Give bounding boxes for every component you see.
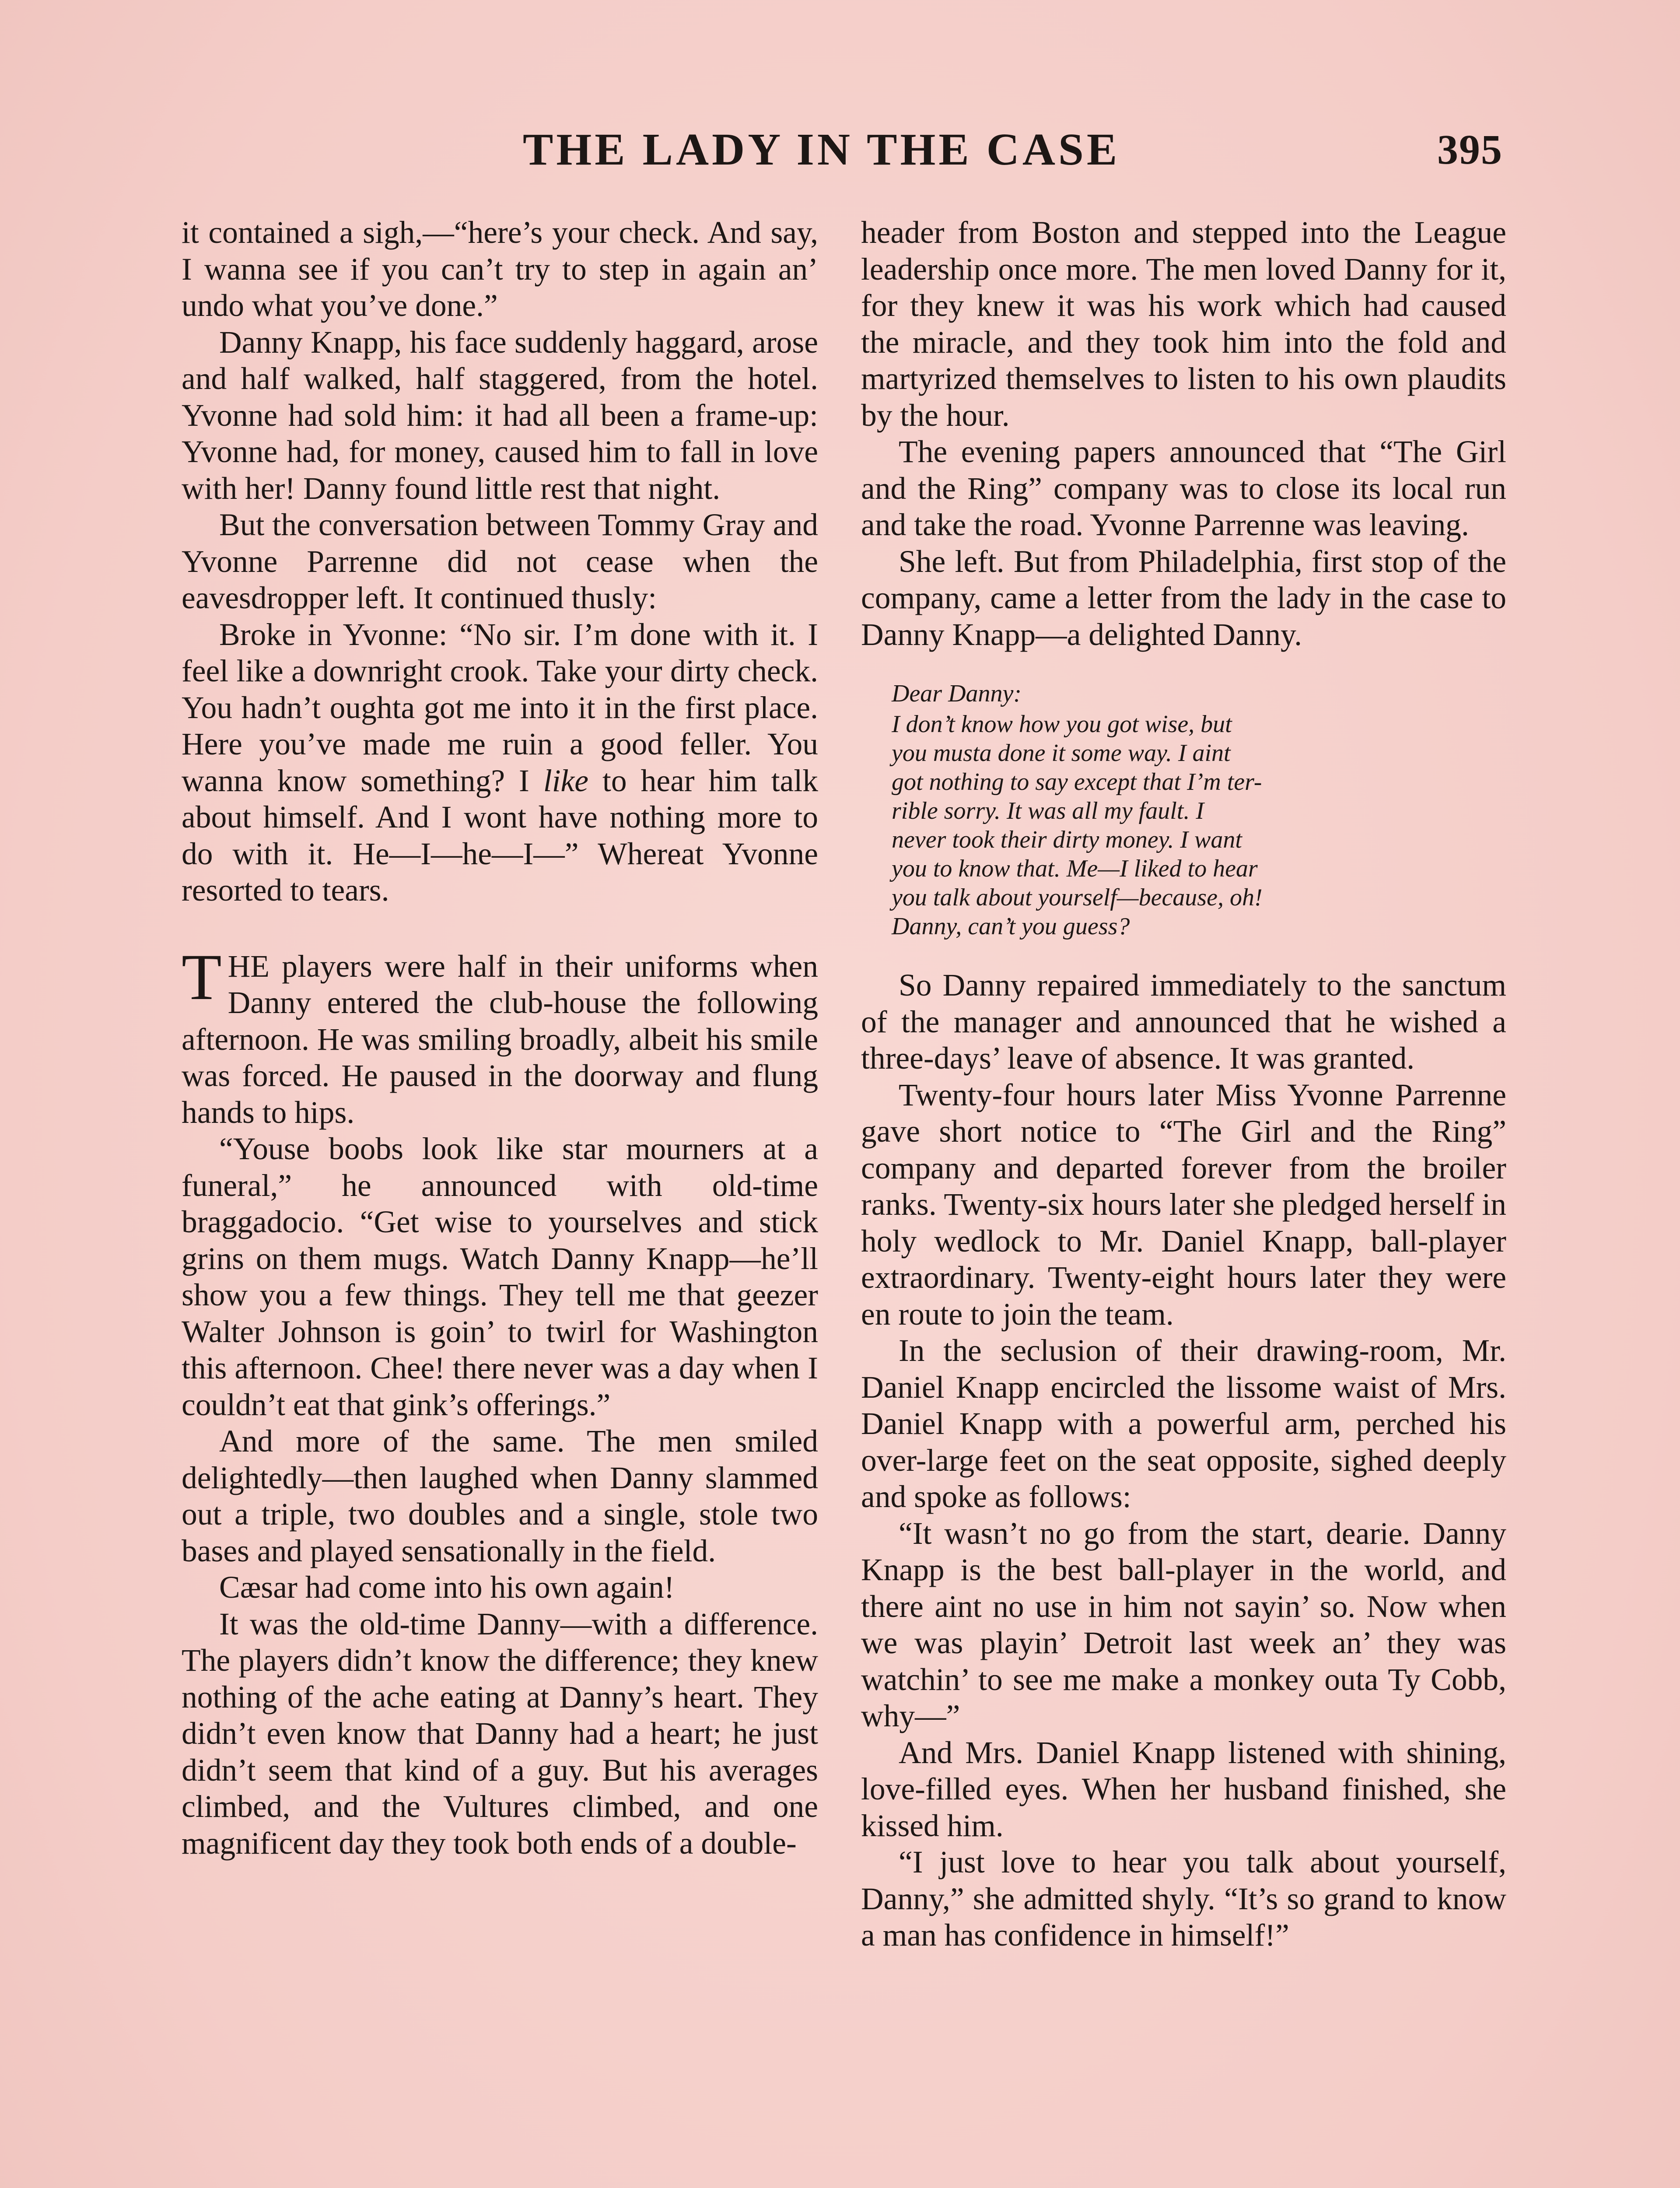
paragraph: header from Boston and stepped into the League leadership once more. The men loved Danny for it, for they knew it was his work which had caused the miracle, and they took him into the fold and martyrized themselves to listen to his own plaudits by the hour.	[861, 215, 1506, 433]
letter-line: you talk about yourself—because, oh!	[892, 884, 1263, 911]
paragraph: In the seclusion of their drawing-room, Mr. Daniel Knapp encircled the lissome waist of Mrs. Daniel Knapp with a powerful arm, perched his over-large feet on the seat opposite, sighed deeply and spoke as follows:	[861, 1333, 1506, 1514]
paragraph: It was the old-time Danny—with a difference. The players didn’t know the difference; they knew nothing of the ache eating at Danny’s heart. They didn’t even know that Danny had a heart; he just didn’t seem that kind of a guy. But his averages climbed, and the Vultures climbed, and one magnificent day they took both ends of a double-	[182, 1606, 818, 1861]
paragraph	[182, 940, 818, 1131]
paragraph-text: to hear him talk about himself. And I wont have nothing more to do with it. He—I—he—I—” Whereat Yvonne resorted to tears.	[182, 763, 818, 908]
running-head	[0, 119, 1680, 185]
letter-line: got nothing to say except that I’m ter-	[892, 768, 1262, 796]
paragraph-text: Broke in Yvonne: “No sir. I’m done with it. I feel like a downright crook. Take your dirty check. You hadn’t oughta got me into it in the first place. Here you’ve made me ruin a good feller. You wanna know something? I	[182, 617, 818, 798]
paragraph: Danny Knapp, his face suddenly haggard, arose and half walked, half staggered, from the hotel. Yvonne had sold him: it had all been a frame-up: Yvonne had, for money, caused him to fall in love with her! Danny found little rest that night.	[182, 325, 818, 506]
paragraph: Twenty-four hours later Miss Yvonne Parrenne gave short notice to “The Girl and the Ring” company and departed forever from the broiler ranks. Twenty-six hours later she pledged herself in holy wedlock to Mr. Daniel Knapp, ball-player extraordinary. Twenty-eight hours later they were en route to join the team.	[861, 1077, 1506, 1332]
right-column	[861, 214, 1506, 1954]
paragraph: So Danny repaired immediately to the sanctum of the manager and announced that he wished a three-days’ leave of absence. It was granted.	[861, 968, 1506, 1076]
paragraph: “It wasn’t no go from the start, dearie. Danny Knapp is the best ball-player in the world, and there aint no use in him not sayin’ so. Now when we was playin’ Detroit last week an’ they was watchin’ to see me make a monkey outa Ty Cobb, why—”	[861, 1516, 1506, 1733]
drop-cap: T	[182, 940, 222, 1013]
paragraph: it contained a sigh,—“here’s your check. And say, I wanna see if you can’t try to step in again an’ undo what you’ve done.”	[182, 215, 818, 323]
letter-line: Danny, can’t you guess?	[892, 913, 1130, 940]
paragraph: But the conversation between Tommy Gray and Yvonne Parrenne did not cease when the eavesdropper left. It continued thusly:	[182, 508, 818, 615]
running-title: THE LADY IN THE CASE	[523, 124, 1120, 175]
letter-line: rible sorry. It was all my fault. I	[892, 797, 1204, 824]
letter-excerpt	[861, 679, 1506, 941]
letter-salutation: Dear Danny:	[892, 680, 1022, 707]
section-break	[182, 909, 818, 948]
letter-body	[892, 710, 1498, 941]
paragraph-text: HE players were half in their uniforms when Danny entered the club-house the following afternoon. He was smiling broadly, albeit his smile was forced. He paused in the doorway and flung hands to hips.	[182, 949, 818, 1130]
page-number: 395	[1437, 126, 1503, 173]
paragraph: She left. But from Philadelphia, first stop of the company, came a letter from the lady in the case to Danny Knapp—a delighted Danny.	[861, 544, 1506, 652]
emphasis: like	[543, 763, 589, 798]
paragraph	[182, 617, 818, 909]
paragraph: The evening papers announced that “The Girl and the Ring” company was to close its local run and take the road. Yvonne Parrenne was leaving.	[861, 435, 1506, 542]
letter-line: you musta done it some way. I aint	[892, 740, 1231, 767]
letter-line: you to know that. Me—I liked to hear	[892, 855, 1258, 882]
paragraph: And Mrs. Daniel Knapp listened with shining, love-filled eyes. When her husband finished, she kissed him.	[861, 1735, 1506, 1843]
paragraph: “Youse boobs look like star mourners at a funeral,” he announced with old-time braggadocio. “Get wise to yourselves and stick grins on them mugs. Watch Danny Knapp—he’ll show you a few things. They tell me that geezer Walter Johnson is goin’ to twirl for Washington this afternoon. Chee! there never was a day when I couldn’t eat that gink’s offerings.”	[182, 1132, 818, 1422]
letter-line: never took their dirty money. I want	[892, 826, 1242, 853]
paragraph: Cæsar had come into his own again!	[219, 1570, 675, 1605]
paragraph: “I just love to hear you talk about yourself, Danny,” she admitted shyly. “It’s so grand to know a man has confidence in himself!”	[861, 1845, 1506, 1953]
left-column	[182, 214, 818, 1862]
paragraph: And more of the same. The men smiled delightedly—then laughed when Danny slammed out a triple, two doubles and a single, stole two bases and played sensationally in the field.	[182, 1424, 818, 1568]
letter-line: I don’t know how you got wise, but	[892, 711, 1232, 738]
